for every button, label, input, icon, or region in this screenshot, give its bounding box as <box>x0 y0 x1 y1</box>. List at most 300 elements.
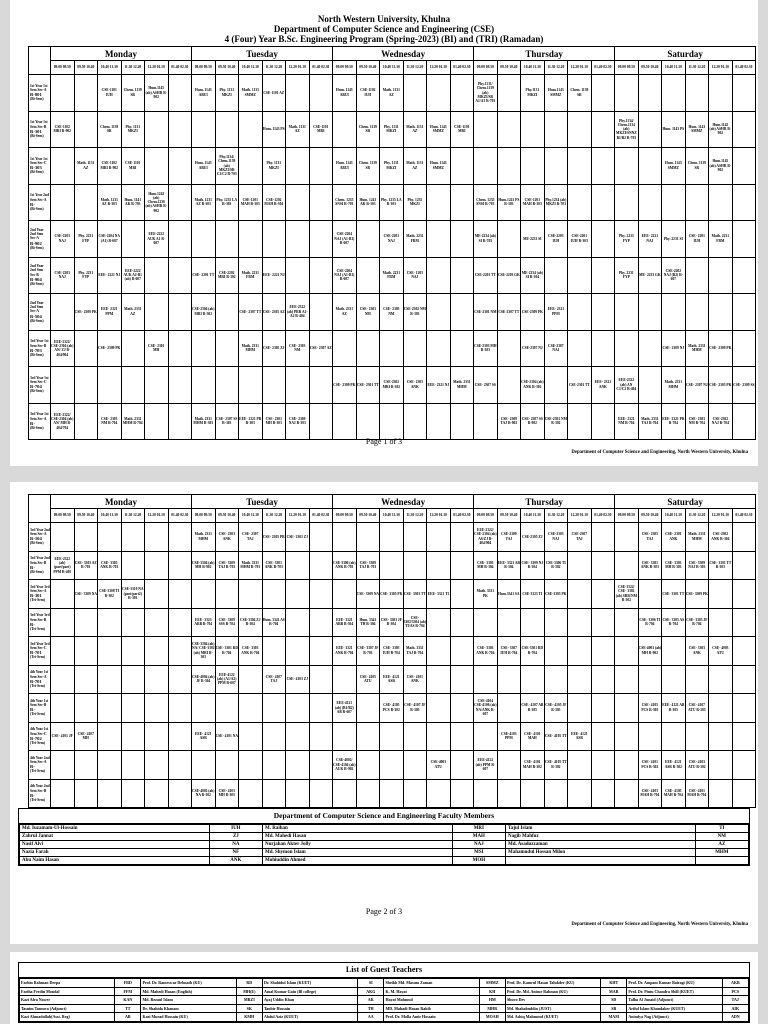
faculty-code: IUH <box>209 825 262 833</box>
class-cell: CSE- 2309 PK <box>74 294 98 331</box>
class-cell: CSE- 4101 NA <box>215 722 239 751</box>
section-row <box>29 694 756 723</box>
class-cell <box>239 751 263 780</box>
class-cell <box>51 608 75 637</box>
class-cell <box>168 523 192 552</box>
room-label: R- <box>30 564 35 570</box>
faculty-name <box>505 857 695 865</box>
time-slot: 09.00 09.50 <box>615 61 639 75</box>
class-cell: CSE- 1203 NAJ <box>403 257 427 294</box>
section-label: 4th Year 2nd Sem Sec-A <box>30 755 50 765</box>
class-cell <box>168 184 192 221</box>
class-cell: EEE- 2321 ANK <box>591 367 615 404</box>
class-cell <box>403 779 427 808</box>
section-label: 4th Year 1st Sem Sec-A <box>30 670 49 679</box>
time-slot: 12.20 01.10 <box>709 509 733 523</box>
class-cell <box>591 551 615 580</box>
class-cell <box>380 523 404 552</box>
class-cell <box>121 694 145 723</box>
guest-code: AA <box>358 1013 384 1022</box>
class-cell: CSE-2303 NAJ <box>544 523 568 552</box>
class-cell <box>568 580 592 609</box>
class-cell: CSE- 3306 TI R-704 <box>638 608 662 637</box>
class-cell <box>309 722 333 751</box>
guest-table <box>19 978 749 1022</box>
class-cell <box>168 75 192 112</box>
class-cell: Hum.1145 (ab) ASHR R-902 <box>709 111 733 148</box>
class-cell <box>192 751 216 780</box>
guest-code: RD <box>236 979 262 988</box>
class-cell <box>356 751 380 780</box>
class-cell: CSE- 3309 NA <box>356 580 380 609</box>
guest-code: AK <box>358 996 384 1005</box>
class-cell: Math. 2231 FRM <box>403 221 427 258</box>
class-cell <box>709 257 733 294</box>
time-slot: 10.40 11.30 <box>662 61 686 75</box>
class-cell <box>427 403 451 440</box>
class-cell: Math. 1231 AZ R-303 <box>192 184 216 221</box>
class-cell: CSE- 2301 TT <box>356 367 380 404</box>
class-cell <box>309 665 333 694</box>
section-cell <box>29 330 51 367</box>
room-label: R-904 <box>30 277 42 283</box>
class-cell <box>568 148 592 185</box>
class-cell <box>168 722 192 751</box>
class-cell: Math. 2331 AZ <box>121 294 145 331</box>
time-slot: 11.30 12.20 <box>262 61 286 75</box>
time-slot: 12.20 01.10 <box>568 509 592 523</box>
faculty-name: Nurjahan Akter Jolly <box>262 841 452 849</box>
class-cell <box>309 523 333 552</box>
class-cell: Hum. 1143 ABUI <box>333 148 357 185</box>
guest-name: Ayaj Uddin Khan <box>262 996 357 1005</box>
guest-name: Kazi Afra Nawer <box>20 996 115 1005</box>
class-cell: CSE-2203 GK <box>497 257 521 294</box>
class-cell: Hum. 1143 SMMZ <box>662 148 686 185</box>
class-cell: Math. 2331 MHM <box>685 330 709 367</box>
class-cell <box>403 330 427 367</box>
class-cell: Phy. 2231 SI <box>662 221 686 258</box>
day-header: Monday <box>51 47 192 61</box>
class-cell <box>239 665 263 694</box>
class-cell <box>145 257 169 294</box>
class-cell: CSE- 2309 TAJ R-902 <box>497 403 521 440</box>
section-cell <box>29 367 51 404</box>
class-cell <box>497 148 521 185</box>
class-cell: CSE- 3301 TT R-303 <box>709 551 733 580</box>
class-cell: CSE-2201 IUH R-303 <box>568 221 592 258</box>
class-cell: Math. 2331 AZ <box>333 294 357 331</box>
class-cell <box>450 257 474 294</box>
guest-code: PCS <box>722 987 748 996</box>
time-slot: 10.40 11.30 <box>98 61 122 75</box>
faculty-name: M. Raihan <box>262 825 452 833</box>
class-cell <box>309 221 333 258</box>
class-cell <box>544 665 568 694</box>
section-cell <box>29 694 51 723</box>
class-cell <box>121 779 145 808</box>
time-slot: 09.00 09.50 <box>51 509 75 523</box>
class-cell: Chem. 1139 SR <box>356 111 380 148</box>
class-cell: CSE-2201 TT <box>474 257 498 294</box>
class-cell: CSE-2203 NAJ <box>51 257 75 294</box>
class-cell <box>51 694 75 723</box>
class-cell: Chem. 1139 SR <box>121 75 145 112</box>
class-cell: CSE-3322/ CSE- 3302 (ab) SRR/NM R-302 <box>615 580 639 609</box>
semester-type: (Bi-Sem) <box>30 170 44 175</box>
class-cell: CSE-2204 NAJ (A1-B1) R-607 <box>333 257 357 294</box>
class-cell <box>286 779 310 808</box>
class-cell: CSE-2304 (ab) ANK R-302 <box>521 367 545 404</box>
class-cell <box>239 221 263 258</box>
time-slot: 11.30 12.20 <box>544 509 568 523</box>
section-label: 2nd Year 2nd Sem Sec-A <box>30 227 44 241</box>
class-cell <box>286 608 310 637</box>
class-cell <box>309 184 333 221</box>
class-cell <box>450 294 474 331</box>
class-cell <box>615 184 639 221</box>
class-cell: CSE- 3303 ANK R-704 <box>474 637 498 666</box>
class-cell: Math. 2331 MHM <box>239 330 263 367</box>
class-cell <box>74 403 98 440</box>
section-label: 3rd Year 1st Sem Sec-A <box>30 412 49 421</box>
class-cell: CSE- 2301 ANK <box>662 523 686 552</box>
time-slot: 01.40 02.30 <box>591 61 615 75</box>
class-cell <box>333 722 357 751</box>
class-cell: CSE- 3309 NJ R-304 <box>521 551 545 580</box>
class-cell <box>497 665 521 694</box>
department-name: Department of Computer Science and Engineering (CSE) <box>273 24 495 34</box>
time-slot: 09.00 09.50 <box>51 61 75 75</box>
time-slot: 12.20 01.10 <box>286 509 310 523</box>
class-cell <box>309 751 333 780</box>
class-cell <box>474 722 498 751</box>
class-cell <box>286 257 310 294</box>
class-cell <box>286 221 310 258</box>
class-cell <box>638 367 662 404</box>
class-cell: ME-2234 (ab) SI R-304 <box>521 257 545 294</box>
class-cell: Phy. 1131 MKZI <box>380 111 404 148</box>
class-cell: CSE-2202 NAJ (B2) R-607 <box>662 257 686 294</box>
time-slot: 09.00 09.50 <box>192 509 216 523</box>
class-cell <box>615 665 639 694</box>
class-cell: CSE-1101 IUH <box>98 75 122 112</box>
class-cell <box>662 75 686 112</box>
semester-type: (Bi-Sem) <box>30 425 44 430</box>
section-label: 3rd Year 1st Sem Sec-B <box>30 339 49 348</box>
guest-name: Farhin Rahman Deepa <box>20 979 115 988</box>
day-header: Wednesday <box>333 47 474 61</box>
class-cell <box>497 694 521 723</box>
class-cell: CSE- 3303 MH R-303 <box>662 551 686 580</box>
class-cell: CSE- 4105 TT <box>544 722 568 751</box>
faculty-code: AZ <box>695 841 748 849</box>
class-cell <box>145 403 169 440</box>
class-cell <box>591 403 615 440</box>
guest-name: Prof. Dr. Rameswar Debnath (KU) <box>141 979 236 988</box>
guest-code: KH <box>479 987 505 996</box>
class-cell <box>474 665 498 694</box>
class-cell: EEE- 2321 NJ <box>427 367 451 404</box>
class-cell: Hum. 1241 AK R-303 <box>356 184 380 221</box>
section-row <box>29 523 756 552</box>
class-cell: EEE- 2321 PR R-704 <box>662 403 686 440</box>
faculty-table <box>19 824 749 865</box>
class-cell <box>732 403 756 440</box>
class-cell: CSE- 3303 TT <box>403 580 427 609</box>
class-cell <box>450 751 474 780</box>
class-cell: Math. 1131 AZ <box>286 111 310 148</box>
class-cell <box>427 779 451 808</box>
class-cell <box>591 148 615 185</box>
class-cell <box>450 637 474 666</box>
class-cell: Math. 1131 AZ <box>403 111 427 148</box>
class-cell: Math. 2331 TAJ R-704 <box>638 403 662 440</box>
room-label: R-504 <box>30 313 42 319</box>
class-cell <box>450 779 474 808</box>
class-cell: CSE-1101 MRI <box>121 148 145 185</box>
class-cell: Phy.1234 (ab) MKZI R-703 <box>544 184 568 221</box>
room-label: R- <box>30 420 35 426</box>
class-cell <box>145 111 169 148</box>
section-cell <box>29 665 51 694</box>
class-cell <box>591 221 615 258</box>
time-slot: 01.40 02.30 <box>168 509 192 523</box>
class-cell <box>732 751 756 780</box>
class-cell <box>309 580 333 609</box>
class-cell: EEE- 2221 NJ <box>262 257 286 294</box>
time-slot: 09.50 10.40 <box>74 61 98 75</box>
class-cell: CSE- 3309 NAJ R-303 <box>685 551 709 580</box>
room-label: R-303 <box>30 165 42 171</box>
class-cell: Math. 2331 MHM <box>662 367 686 404</box>
class-cell <box>732 779 756 808</box>
guest-name: Md. Rezaul Islam <box>141 996 236 1005</box>
class-cell: EEE-2322/ CSE-2304 (ab) AS/ZJ B-404/904 <box>474 523 498 552</box>
class-cell <box>168 779 192 808</box>
class-cell: CSE- 2305 TAJ <box>638 523 662 552</box>
class-cell: CSE-1101 AZ <box>262 75 286 112</box>
class-cell: CSE- 3309 PK <box>685 580 709 609</box>
class-cell <box>380 722 404 751</box>
guest-name: Kazi Murad Hossain (KU) <box>141 1013 236 1022</box>
time-slot: 09.00 09.50 <box>615 509 639 523</box>
class-cell: EEE- 3321 TI <box>427 580 451 609</box>
class-cell: CSE-2309 TAJ <box>497 523 521 552</box>
class-cell <box>732 580 756 609</box>
class-cell: CSE- 2301 MH <box>145 330 169 367</box>
semester-type: (Bi-Sem) <box>30 133 44 138</box>
class-cell <box>168 694 192 723</box>
time-slot: 12.20 01.10 <box>709 61 733 75</box>
class-cell: CSE- 4107 TAJ <box>262 665 286 694</box>
class-cell: Hum. 1143 ABUI <box>192 148 216 185</box>
class-cell: Math. 2331 MHM R-704 <box>121 403 145 440</box>
time-slot: 11.30 12.20 <box>121 61 145 75</box>
section-cell <box>29 257 51 294</box>
section-cell <box>29 580 51 609</box>
class-cell: EEE- 2221 NJ <box>98 257 122 294</box>
class-cell: CSE-3301 RD R-704 <box>521 637 545 666</box>
class-cell <box>262 751 286 780</box>
class-cell <box>427 694 451 723</box>
class-cell: EEE-2322/ CSE-2304 (ab) AN/ MH B-404/704 <box>51 403 75 440</box>
guest-code: KAN <box>115 996 141 1005</box>
class-cell <box>145 637 169 666</box>
section-label: 4th Year 2nd Sem Sec-B <box>30 784 50 793</box>
semester-type: (Bi-Sem) <box>30 318 44 323</box>
class-cell: Phy. 1235 LA R-303 <box>215 184 239 221</box>
room-label: R- <box>30 201 35 207</box>
class-cell <box>262 580 286 609</box>
guest-name: Prof. Dr. Kamrul Hasan Talukder (KU) <box>505 979 600 988</box>
class-cell <box>450 608 474 637</box>
class-cell <box>732 608 756 637</box>
class-cell: CSE-2202 MRI R-302 <box>215 257 239 294</box>
class-cell: CSE- 4101 ANK <box>403 665 427 694</box>
class-cell <box>74 637 98 666</box>
class-cell: CSE-4004 (ab) JF R-304 <box>192 665 216 694</box>
class-cell: Phy. 1235 LA R-303 <box>380 184 404 221</box>
class-cell <box>732 221 756 258</box>
class-cell: CSE- 4105 MAH R-704 <box>662 779 686 808</box>
time-slot: 01.40 02.30 <box>309 509 333 523</box>
class-cell: CSE- 2309 PK <box>98 330 122 367</box>
class-cell <box>74 330 98 367</box>
class-cell: EEE-2322 (ab) PRR A1-A2 R-404 <box>286 294 310 331</box>
class-cell: Math. 3331 MHM R-703 <box>239 551 263 580</box>
class-cell: CSE- 2303 ANK <box>215 523 239 552</box>
section-label: 3rd Year 2nd Sem Sec-B <box>30 556 50 565</box>
time-slot: 09.50 10.40 <box>638 61 662 75</box>
class-cell <box>403 75 427 112</box>
class-cell <box>145 779 169 808</box>
day-header: Tuesday <box>192 495 333 509</box>
room-label: R-902 <box>30 240 42 246</box>
class-cell: CSE- 2305 AZ <box>262 294 286 331</box>
section-label: 3rd Year 3rd Sem Sec-B <box>30 613 50 622</box>
semester-type: (Tri-Sem) <box>30 797 45 802</box>
class-cell <box>121 367 145 404</box>
guest-name: Fariha Ferdin Mondal <box>20 987 115 996</box>
class-cell <box>638 722 662 751</box>
class-cell: Phy.1131 MKZI <box>521 75 545 112</box>
guest-name: Dr. Shahidul Islam (KUET) <box>262 979 357 988</box>
class-cell: EEE- 2321 NM R-704 <box>615 403 639 440</box>
class-cell <box>709 722 733 751</box>
section-cell <box>29 523 51 552</box>
class-cell: CSE- 3305 IUH R-704 <box>380 637 404 666</box>
class-cell <box>74 111 98 148</box>
class-cell: CSE-2301 NM R-302 <box>544 403 568 440</box>
class-cell <box>168 580 192 609</box>
guest-code: MH(E) <box>236 987 262 996</box>
class-cell <box>685 294 709 331</box>
faculty-code: NF <box>209 849 262 857</box>
class-cell <box>262 779 286 808</box>
class-cell <box>192 367 216 404</box>
guest-code: SMMZ <box>479 979 505 988</box>
class-cell: CSE-3306 (ab) ANK R-703 <box>333 551 357 580</box>
section-row <box>29 75 756 112</box>
class-cell: CSE- 2303 ANK <box>403 367 427 404</box>
guest-code: AKG <box>358 987 384 996</box>
class-cell <box>168 637 192 666</box>
class-cell <box>309 694 333 723</box>
class-cell: EEE-4121 (ab) (B1/B2) AB R-607 <box>333 694 357 723</box>
class-cell: CSE- 3305 AS R-704 <box>662 608 686 637</box>
guest-code: AIK <box>722 1004 748 1013</box>
program-title: 4 (Four) Year B.Sc. Engineering Program (Spring-2023) (BI) and (TRI) (Ramadan) <box>224 34 544 44</box>
time-slot: 09.50 10.40 <box>497 61 521 75</box>
class-cell <box>544 257 568 294</box>
class-cell: CSE- 4003 ATU <box>709 637 733 666</box>
class-cell <box>239 367 263 404</box>
class-cell <box>215 694 239 723</box>
class-cell <box>98 722 122 751</box>
class-cell: CSE- 2309 PK <box>709 330 733 367</box>
class-cell <box>168 257 192 294</box>
class-cell <box>427 523 451 552</box>
class-cell <box>568 294 592 331</box>
class-cell <box>615 722 639 751</box>
semester-type: (Tri-Sem) <box>30 683 45 688</box>
class-cell: Hum. 1143 SMMZ <box>685 111 709 148</box>
class-cell: EEE-2222 AUK A1 R-607 <box>145 221 169 258</box>
guest-name: K. M. Hayat <box>384 987 479 996</box>
time-slot: 11.30 12.20 <box>121 509 145 523</box>
class-cell <box>309 367 333 404</box>
section-label: 1st Year 2nd Sem Sec-A <box>30 193 49 202</box>
class-cell <box>309 257 333 294</box>
class-cell <box>685 184 709 221</box>
class-cell <box>145 580 169 609</box>
time-slot: 10.40 11.30 <box>521 61 545 75</box>
routine-page-1 <box>10 0 758 466</box>
class-cell: Phy. 2231 FYP <box>74 221 98 258</box>
class-cell <box>591 751 615 780</box>
faculty-code: MAH <box>452 833 505 841</box>
page-header <box>10 0 758 44</box>
time-slot: 01.40 02.30 <box>732 61 756 75</box>
class-cell: CSE- 4105 TT R-302 <box>544 751 568 780</box>
semester-type: (Bi-Sem) <box>30 282 44 287</box>
class-cell: EEE- 4121 ASR <box>380 665 404 694</box>
class-cell: CSE-3323 TI <box>521 580 545 609</box>
class-cell: CSE- 2307 AZ <box>309 330 333 367</box>
class-cell <box>450 665 474 694</box>
room-label: R-104 <box>30 536 42 542</box>
class-cell <box>145 551 169 580</box>
faculty-code: NM <box>695 833 748 841</box>
room-label: R-301 <box>30 593 42 599</box>
class-cell <box>51 75 75 112</box>
class-cell <box>309 551 333 580</box>
class-cell: CSE- 2303 ZJ <box>286 523 310 552</box>
time-slot: 12.20 01.10 <box>286 61 310 75</box>
guest-code: TT <box>115 1004 141 1013</box>
semester-type: (Tri-Sem) <box>30 712 45 717</box>
class-cell <box>356 330 380 367</box>
section-cell <box>29 221 51 258</box>
guest-name: Prof. Dr. Ampam Kumar Bairagi (KU) <box>627 979 722 988</box>
faculty-members-box <box>18 808 750 866</box>
class-cell <box>168 148 192 185</box>
guest-code: HM <box>479 996 505 1005</box>
time-slot: 10.40 11.30 <box>239 509 263 523</box>
class-cell <box>591 111 615 148</box>
class-cell <box>74 184 98 221</box>
